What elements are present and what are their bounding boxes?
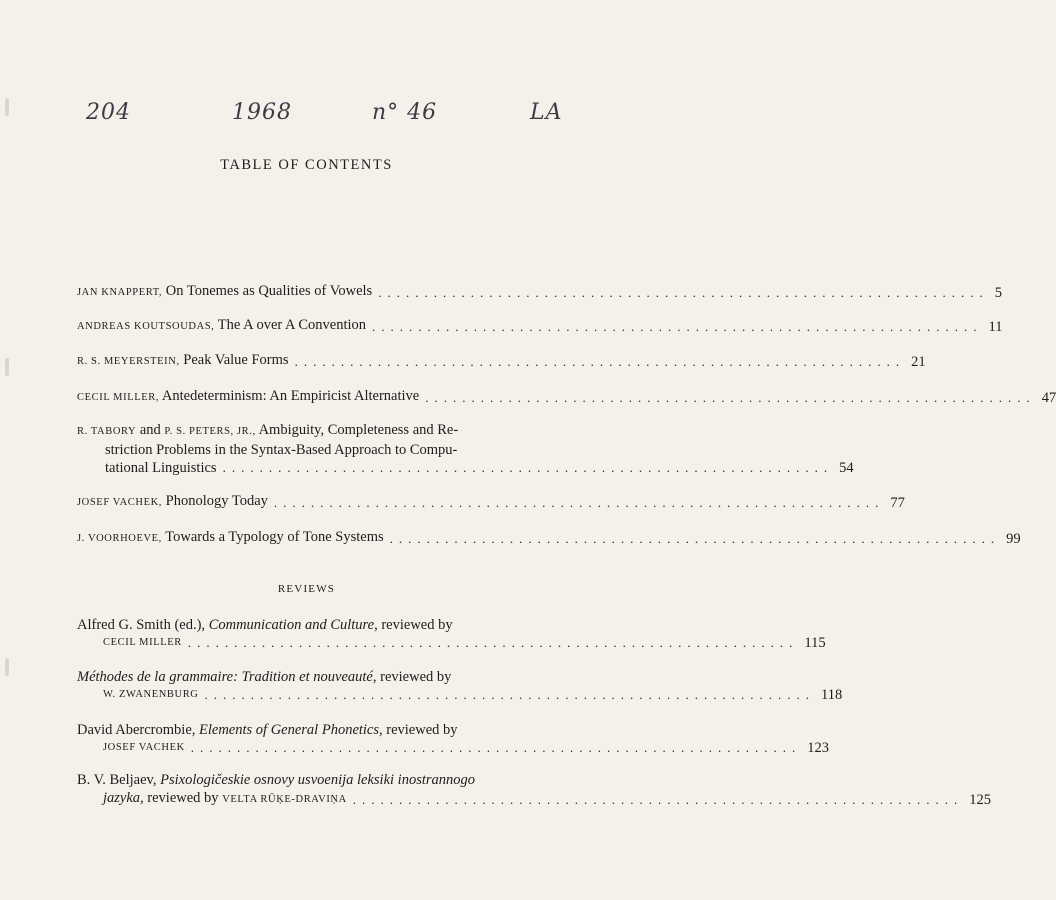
- leader-dots: ..................................................................: [389, 531, 1001, 546]
- entry-page: 54: [839, 460, 854, 476]
- review-entry: [77, 616, 826, 652]
- toc-entry: [77, 387, 1056, 407]
- entry-author: P. S. PETERS, JR.,: [164, 426, 256, 437]
- toc-entry: [77, 528, 1021, 548]
- entry-title: Ambiguity, Completeness and Re-: [258, 422, 459, 438]
- review-entry: [77, 771, 992, 809]
- entry-author: ANDREAS KOUTSOUDAS,: [77, 321, 215, 332]
- leader-dots: ..................................................................: [204, 687, 815, 702]
- page-title: TABLE OF CONTENTS: [220, 157, 393, 173]
- toc-entry: [77, 351, 926, 371]
- handwritten-number: 204: [86, 100, 131, 125]
- reviewer-name: JOSEF VACHEK: [103, 742, 185, 753]
- entry-title: The A over A Convention: [217, 317, 367, 333]
- entry-page: 99: [1006, 531, 1021, 547]
- entry-title: Antedeterminism: An Empiricist Alternative: [161, 388, 420, 404]
- review-book-title: Communication and Culture: [208, 617, 375, 633]
- leader-dots: ..................................................................: [273, 495, 885, 510]
- entry-author: JOSEF VACHEK,: [77, 497, 163, 508]
- entry-author: R. S. MEYERSTEIN,: [77, 356, 180, 367]
- leader-dots: ..................................................................: [294, 354, 906, 369]
- reviews-heading: REVIEWS: [277, 583, 336, 595]
- entry-title-continued: striction Problems in the Syntax-Based Approach to Compu-: [105, 442, 458, 458]
- handwritten-year: 1968: [232, 100, 292, 125]
- leader-dots: ..................................................................: [222, 460, 834, 475]
- review-page: 125: [969, 792, 992, 808]
- entry-page: 21: [911, 354, 926, 370]
- review-book-author: David Abercrombie,: [77, 722, 200, 738]
- review-book-title: Psixologičeskie osnovy usvoenija leksiki inostrannogo: [160, 772, 476, 788]
- entry-author: JAN KNAPPERT,: [77, 287, 163, 298]
- review-book-title: Méthodes de la grammaire: Tradition et nouveauté: [77, 669, 373, 685]
- entry-author: J. VOORHOEVE,: [77, 533, 162, 544]
- review-reviewed-by: , reviewed by: [372, 669, 452, 685]
- entry-title: On Tonemes as Qualities of Vowels: [165, 283, 373, 299]
- entry-title: Peak Value Forms: [183, 352, 289, 368]
- reviewer-name: CECIL MILLER: [103, 637, 182, 648]
- review-book-title-continued: jazyka: [103, 790, 141, 806]
- review-entry: [77, 721, 830, 757]
- leader-dots: ..................................................................: [352, 792, 964, 807]
- review-page: 115: [804, 635, 826, 651]
- entry-author: R. TABORY: [77, 426, 137, 437]
- toc-entry: [77, 492, 905, 512]
- binding-hole-mark: [5, 358, 9, 376]
- leader-dots: ..................................................................: [190, 740, 802, 755]
- handwritten-issue: n° 46: [372, 100, 438, 125]
- leader-dots: ..................................................................: [425, 390, 1036, 405]
- review-reviewed-by: , reviewed by: [379, 722, 458, 738]
- binding-hole-mark: [5, 98, 9, 116]
- review-book-title: Elements of General Phonetics: [199, 722, 380, 738]
- toc-entry: [77, 316, 1003, 336]
- leader-dots: ..................................................................: [187, 635, 799, 650]
- entry-page: 11: [988, 319, 1003, 335]
- entry-page: 77: [890, 495, 905, 511]
- entry-title: Towards a Typology of Tone Systems: [165, 529, 384, 545]
- review-entry: [77, 668, 843, 704]
- review-book-author: Alfred G. Smith (ed.),: [77, 617, 209, 633]
- toc-entry: [77, 421, 854, 477]
- review-page: 123: [807, 740, 830, 756]
- leader-dots: ..................................................................: [378, 285, 989, 300]
- entry-title-continued: tational Linguistics: [105, 460, 217, 476]
- entry-conjunction: and: [139, 422, 161, 438]
- review-book-author: B. V. Beljaev,: [77, 772, 161, 788]
- entry-page: 47: [1041, 390, 1056, 406]
- toc-entry: [77, 282, 1002, 302]
- reviewer-name: VELTA RŪĶE-DRAVIŅA: [222, 794, 347, 805]
- entry-author: CECIL MILLER,: [77, 392, 160, 403]
- review-reviewed-by: , reviewed by: [374, 617, 453, 633]
- entry-page: 5: [994, 285, 1002, 301]
- binding-hole-mark: [5, 658, 9, 676]
- review-reviewed-by: , reviewed by: [140, 790, 223, 806]
- handwritten-initials: LA: [530, 100, 563, 125]
- entry-title: Phonology Today: [165, 493, 268, 509]
- leader-dots: ..................................................................: [372, 319, 983, 334]
- reviewer-name: W. ZWANENBURG: [103, 689, 199, 700]
- review-page: 118: [821, 687, 843, 703]
